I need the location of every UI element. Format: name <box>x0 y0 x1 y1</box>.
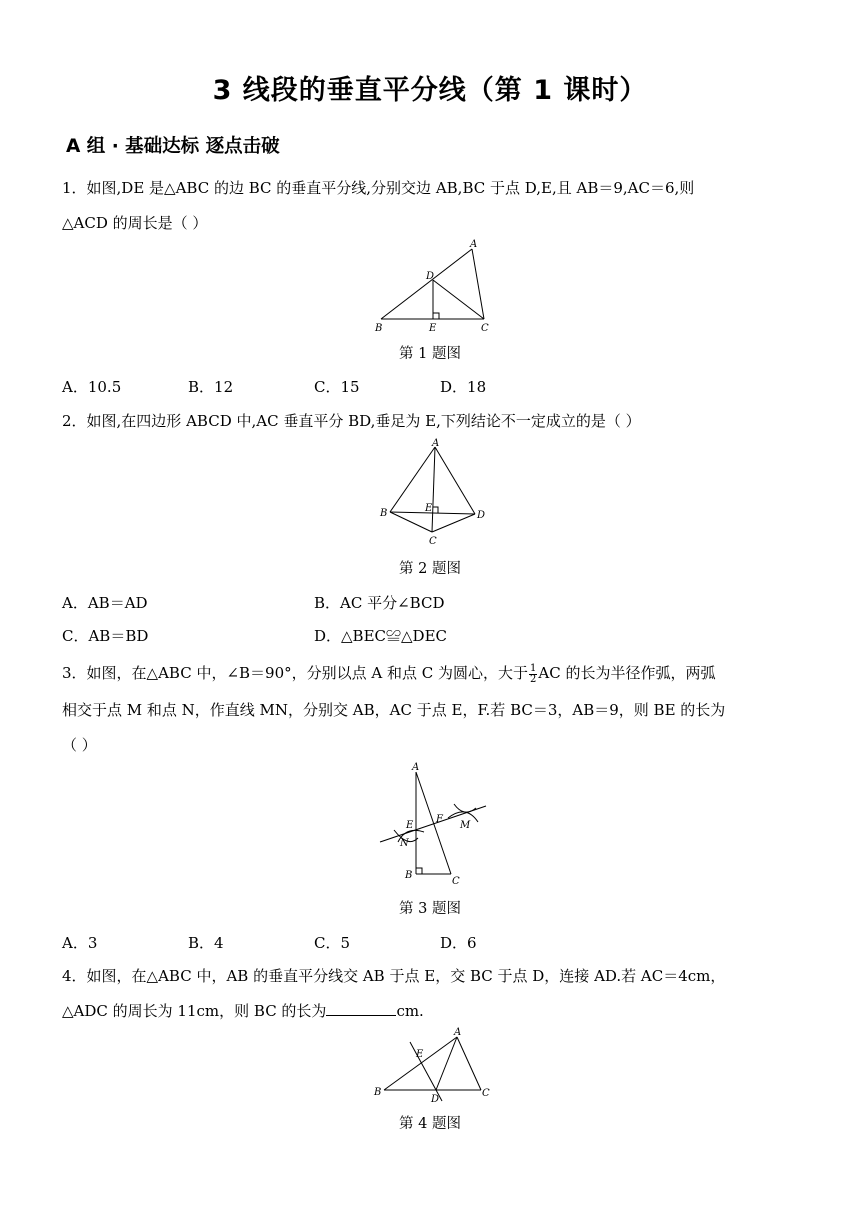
q3-segment-AC <box>416 772 451 874</box>
q1-option-a: A．10.5 <box>62 378 122 396</box>
q3-label-M: M <box>460 820 471 831</box>
q4-stem-line1: 4．如图，在△ABC 中，AB 的垂直平分线交 AB 于点 E，交 BC 于点 D，连接 AD.若 AC＝4cm， <box>62 967 726 985</box>
q2-label-E: E <box>425 503 433 514</box>
q2-option-a: A．AB＝AD <box>62 594 148 612</box>
q3-option-a: A．3 <box>62 934 98 952</box>
page-title: 3 线段的垂直平分线（第 1 课时） <box>212 75 648 106</box>
q2-label-A: A <box>432 438 440 449</box>
q3-label-C: C <box>452 876 460 887</box>
q3-label-A: A <box>412 762 420 773</box>
q3-stem-line3: （ ） <box>62 736 97 754</box>
q4-stem-part-b: cm. <box>396 1002 424 1020</box>
q3-stem-line1 <box>62 662 716 685</box>
q3-label-B: B <box>405 870 413 881</box>
q2-label-D: D <box>477 510 486 521</box>
q4-label-E: E <box>416 1049 424 1060</box>
q4-caption: 第 4 题图 <box>399 1116 461 1132</box>
q4-label-B: B <box>374 1087 382 1098</box>
q1-caption: 第 1 题图 <box>399 346 461 362</box>
q1-stem-line1: 1．如图,DE 是△ABC 的边 BC 的垂直平分线,分别交边 AB,BC 于点 D,E,且 AB＝9,AC＝6,则 <box>62 179 695 197</box>
q4-label-C: C <box>482 1088 490 1099</box>
q2-segment-AD <box>435 447 475 514</box>
q2-label-C: C <box>429 536 437 547</box>
q1-label-C: C <box>481 323 489 334</box>
q2-segment-BC <box>390 512 432 532</box>
q4-label-A: A <box>454 1027 462 1038</box>
q2-figure <box>375 438 495 548</box>
q1-label-B: B <box>375 323 383 334</box>
q1-label-D: D <box>426 271 435 282</box>
q3-caption: 第 3 题图 <box>399 901 461 917</box>
q1-segment-BA <box>381 249 472 319</box>
q1-right-angle-mark <box>433 313 439 319</box>
q1-option-c: C．15 <box>314 378 360 396</box>
q3-label-E: E <box>406 820 414 831</box>
q2-option-c: C．AB＝BD <box>62 627 149 645</box>
q3-fraction-numerator: 1 <box>530 662 537 674</box>
q4-stem-line2 <box>62 1000 424 1021</box>
q3-stem-part-a: 3．如图，在△ABC 中，∠B＝90°，分别以点 A 和点 C 为圆心，大于 <box>62 664 529 682</box>
q4-stem-part-a: △ADC 的周长为 11cm，则 BC 的长为 <box>62 1002 327 1020</box>
q1-figure <box>370 238 500 338</box>
q3-stem-line2: 相交于点 M 和点 N，作直线 MN，分别交 AB，AC 于点 E，F.若 BC＝3，AB＝9，则 BE 的长为 <box>62 701 726 719</box>
q1-stem-line2: △ACD 的周长是（ ） <box>62 214 208 232</box>
q3-figure <box>378 760 490 890</box>
q2-segment-DC <box>432 514 475 532</box>
q2-right-angle-mark <box>433 507 438 513</box>
q2-stem-line1: 2．如图,在四边形 ABCD 中,AC 垂直平分 BD,垂足为 E,下列结论不一定成立的是（ ） <box>62 412 641 430</box>
q1-label-E: E <box>429 323 437 334</box>
q2-option-b: B．AC 平分∠BCD <box>314 594 445 612</box>
q4-label-D: D <box>431 1094 440 1104</box>
q2-segment-AC <box>432 447 435 532</box>
q3-option-b: B．4 <box>188 934 224 952</box>
q3-stem-part-b: AC 的长为半径作弧，两弧 <box>538 664 716 682</box>
q3-right-angle-mark <box>416 868 422 874</box>
q1-option-d: D．18 <box>440 378 487 396</box>
q4-figure <box>370 1026 500 1104</box>
q3-fraction <box>529 664 537 685</box>
q3-option-d: D．6 <box>440 934 477 952</box>
q2-option-d: D．△BEC≌△DEC <box>314 627 448 645</box>
q3-label-N: N <box>400 838 409 849</box>
q2-label-B: B <box>380 508 388 519</box>
q3-fraction-denominator: 2 <box>530 673 537 685</box>
q3-label-F: F <box>436 814 443 825</box>
q4-answer-blank[interactable] <box>326 1001 396 1016</box>
section-heading: A 组 · 基础达标 逐点击破 <box>66 136 280 157</box>
q3-option-c: C．5 <box>314 934 351 952</box>
q1-option-b: B．12 <box>188 378 234 396</box>
q2-caption: 第 2 题图 <box>399 561 461 577</box>
q1-segment-AC <box>472 249 484 319</box>
q1-segment-DC <box>433 280 484 319</box>
q4-segment-AC <box>457 1037 481 1090</box>
q1-label-A: A <box>470 239 478 250</box>
